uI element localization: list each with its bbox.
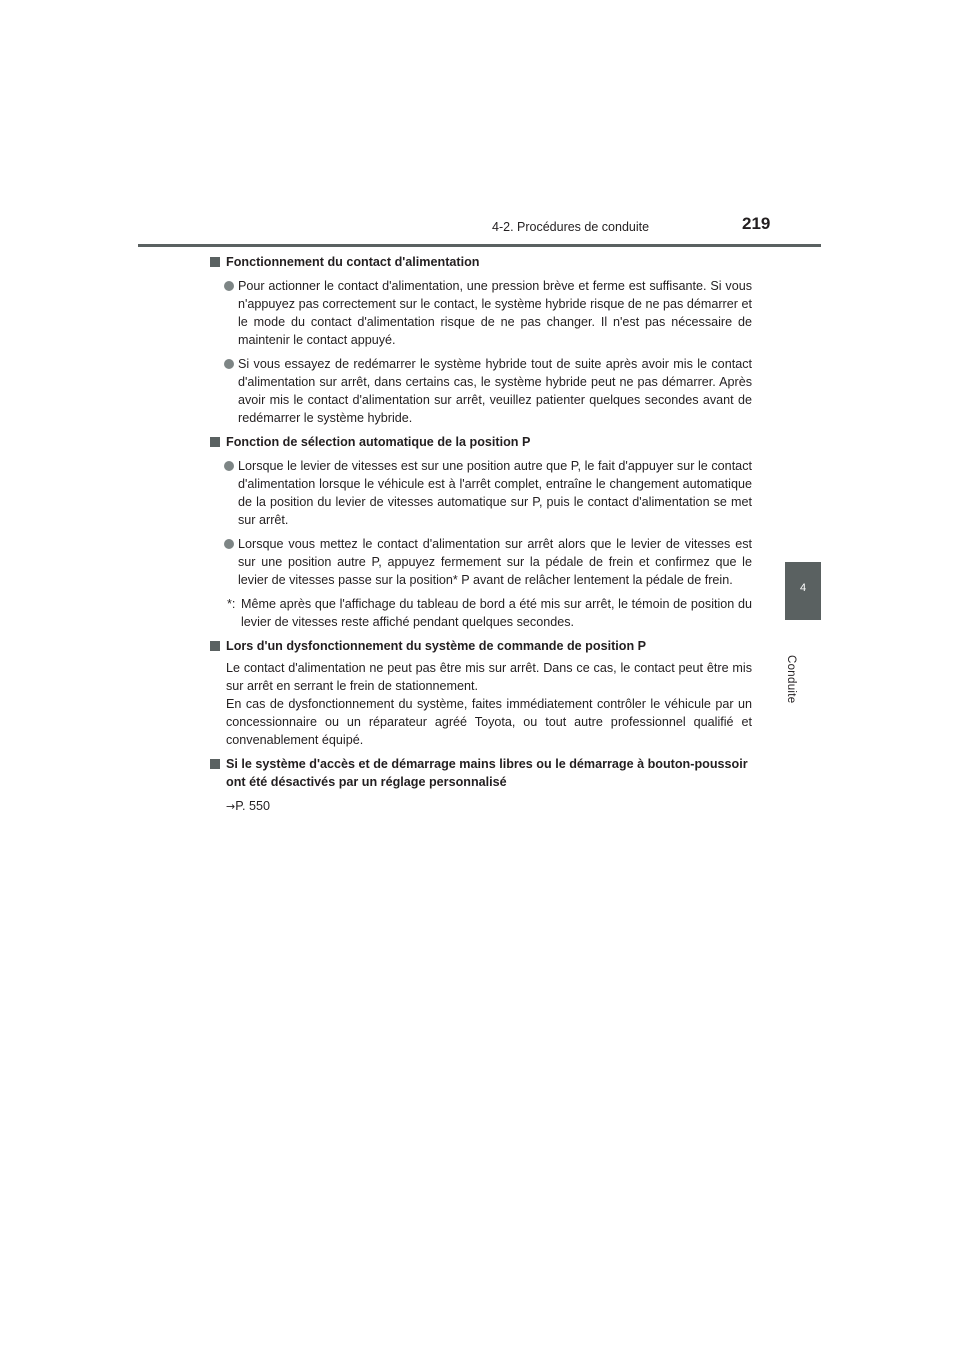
section-heading bbox=[210, 433, 752, 451]
page-number: 219 bbox=[742, 214, 771, 233]
heading-text: Fonctionnement du contact d'alimentation bbox=[226, 255, 480, 269]
list-item bbox=[210, 535, 752, 589]
circle-bullet-icon bbox=[224, 539, 234, 549]
list-item-text: Lorsque le levier de vitesses est sur une position autre que P, le fait d'appuyer sur le contact d'alimentation lorsque le véhicule est à l'arrêt complet, entraîne le changement automatique de la position du levier de vitesses automatique sur P, puis le contact d'alimentation se met sur arrêt. bbox=[238, 459, 752, 527]
list-item bbox=[210, 277, 752, 349]
arrow-right-icon: → bbox=[226, 800, 236, 813]
paragraph bbox=[210, 659, 752, 749]
circle-bullet-icon bbox=[224, 461, 234, 471]
square-bullet-icon bbox=[210, 257, 220, 267]
footnote bbox=[210, 595, 752, 631]
section-heading bbox=[210, 253, 752, 271]
chapter-tab bbox=[785, 562, 821, 620]
page-reference[interactable] bbox=[210, 797, 752, 816]
list-item-text: Lorsque vous mettez le contact d'alimentation sur arrêt alors que le levier de vitesses est sur une position autre P, appuyez fermement sur la pédale de frein et confirmez que le levier de vitesses passe sur la position* P avant de relâcher lentement la pédale de frein. bbox=[238, 537, 752, 587]
list-item bbox=[210, 355, 752, 427]
circle-bullet-icon bbox=[224, 359, 234, 369]
square-bullet-icon bbox=[210, 437, 220, 447]
section-title: 4-2. Procédures de conduite bbox=[492, 220, 650, 234]
chapter-label: Conduite bbox=[785, 655, 797, 704]
page-reference-link[interactable]: P. 550 bbox=[235, 799, 271, 813]
footnote-mark: *: bbox=[227, 597, 236, 611]
circle-bullet-icon bbox=[224, 281, 234, 291]
section-heading bbox=[210, 637, 752, 655]
list-item-text: Pour actionner le contact d'alimentation, une pression brève et ferme est suffisante. Si vous n'appuyez pas correctement sur le contact, le système hybride risque de ne pas démarrer et le mode du contact d'alimentation risque de ne pas changer. Il n'est pas nécessaire de maintenir le contact appuyé. bbox=[238, 279, 752, 347]
square-bullet-icon bbox=[210, 641, 220, 651]
chapter-number: 4 bbox=[799, 582, 807, 594]
list-item bbox=[210, 457, 752, 529]
header-rule bbox=[138, 244, 821, 247]
page-content bbox=[210, 253, 752, 816]
heading-text: Lors d'un dysfonctionnement du système de commande de position P bbox=[226, 639, 647, 653]
heading-text: Si le système d'accès et de démarrage mains libres ou le démarrage à bouton-poussoir ont été désactivés par un réglage personnalisé bbox=[226, 757, 748, 789]
section-heading bbox=[210, 755, 752, 791]
paragraph-text: En cas de dysfonctionnement du système, faites immédiatement contrôler le véhicule par un concessionnaire ou un réparateur agréé Toyota, ou tout autre professionnel qualifié et convenablement équipé. bbox=[226, 697, 752, 747]
paragraph-text: Le contact d'alimentation ne peut pas être mis sur arrêt. Dans ce cas, le contact peut être mis sur arrêt en serrant le frein de stationnement. bbox=[226, 661, 752, 693]
list-item-text: Si vous essayez de redémarrer le système hybride tout de suite après avoir mis le contact d'alimentation sur arrêt, dans certains cas, le système hybride peut ne pas démarrer. Après avoir mis le contact d'alimentation sur arrêt, veuillez patienter quelques secondes avant de redémarrer le système hybride. bbox=[238, 357, 752, 425]
heading-text: Fonction de sélection automatique de la position P bbox=[226, 435, 531, 449]
square-bullet-icon bbox=[210, 759, 220, 769]
footnote-text: Même après que l'affichage du tableau de bord a été mis sur arrêt, le témoin de position du levier de vitesses reste affiché pendant quelques secondes. bbox=[241, 597, 752, 629]
